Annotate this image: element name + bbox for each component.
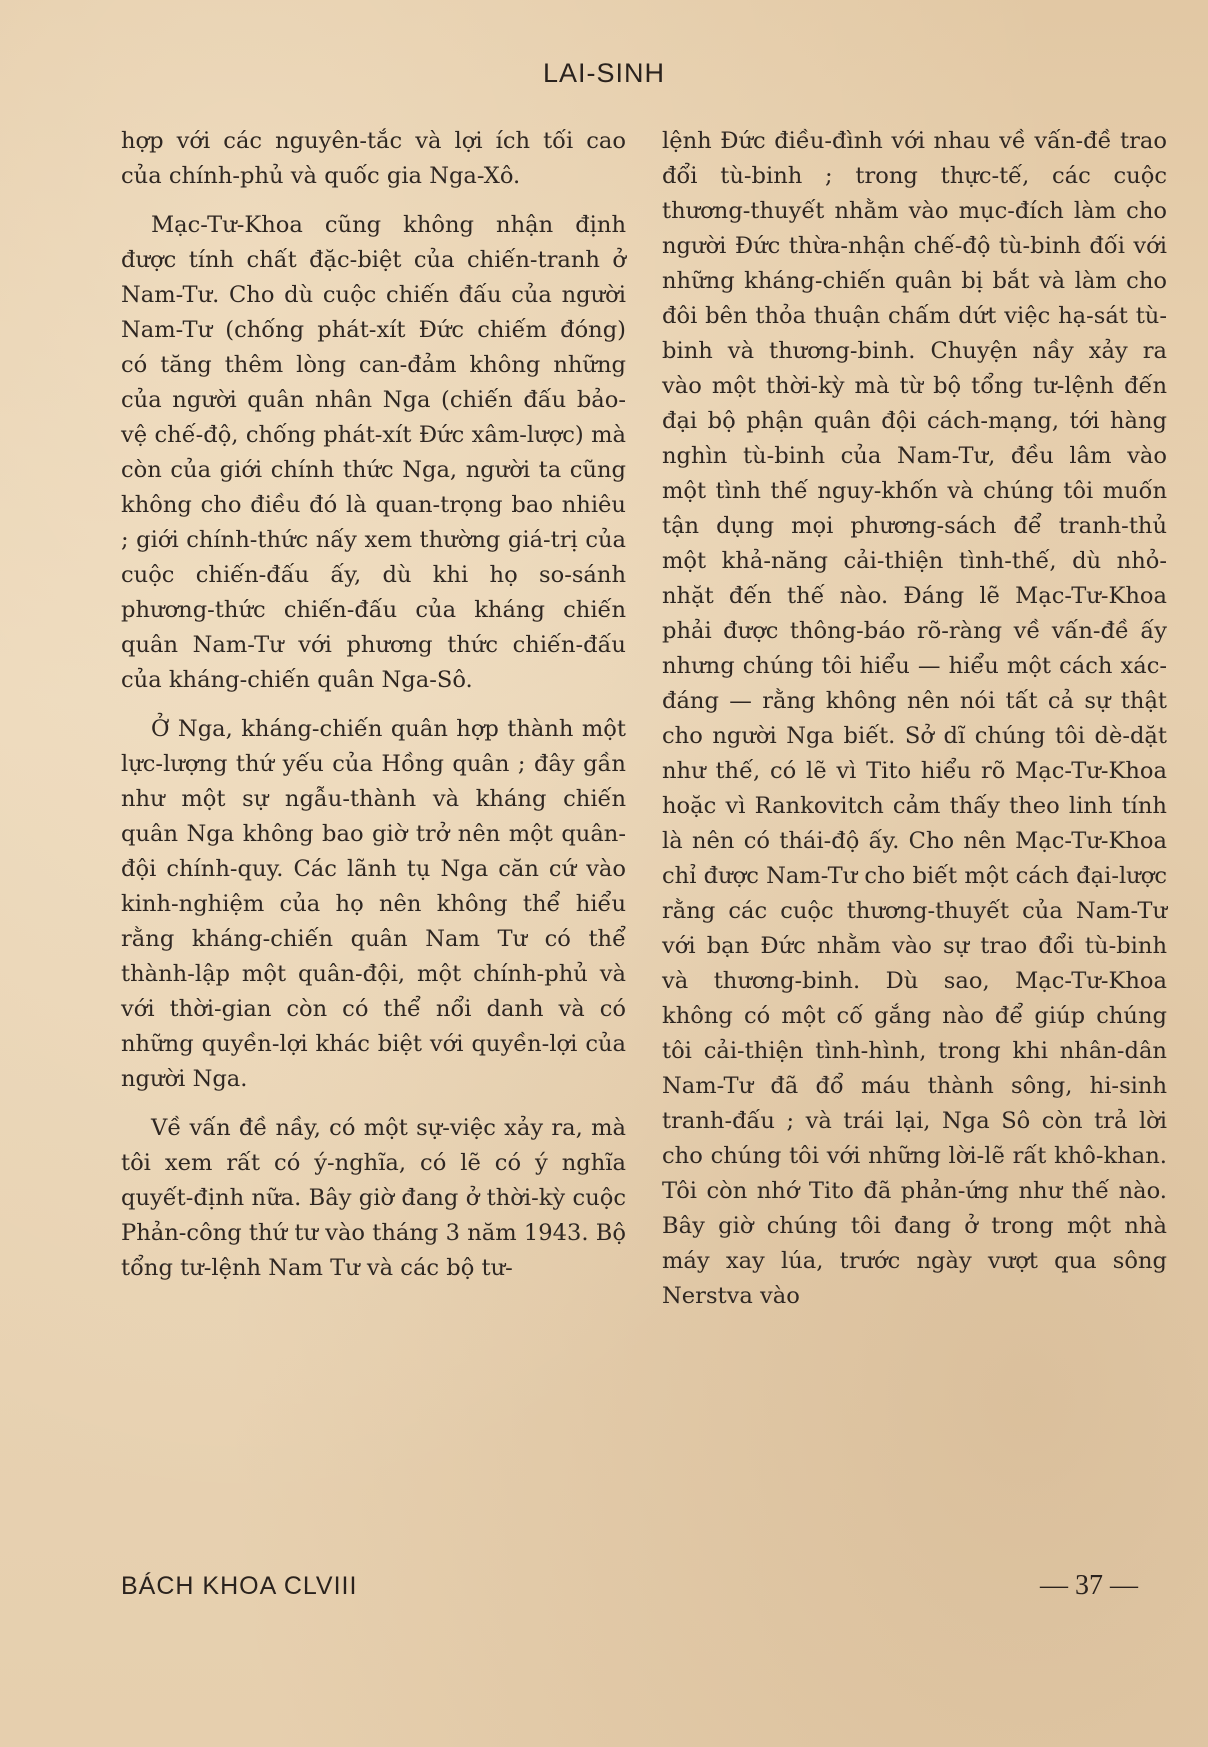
right-column (662, 124, 1167, 1314)
paragraph: Ở Nga, kháng-chiến quân hợp thành một lực-lượng thứ yếu của Hồng quân ; đây gần như một sự ngẫu-thành và kháng chiến quân Nga không bao giờ trở nên một quân-đội chính-quy. Các lãnh tụ Nga căn cứ vào kinh-nghiệm của họ nên không thể hiểu rằng kháng-chiến quân Nam Tư có thể thành-lập một quân-đội, một chính-phủ và với thời-gian còn có thể nổi danh và có những quyền-lợi khác biệt với quyền-lợi của người Nga. (121, 716, 626, 1092)
paragraph: Mạc-Tư-Khoa cũng không nhận định được tính chất đặc-biệt của chiến-tranh ở Nam-Tư. Cho dù cuộc chiến đấu của người Nam-Tư (chống phát-xít Đức chiếm đóng) có tăng thêm lòng can-đảm không những của người quân nhân Nga (chiến đấu bảo-vệ chế-độ, chống phát-xít Đức xâm-lược) mà còn của giới chính thức Nga, người ta cũng không cho điều đó là quan-trọng bao nhiêu ; giới chính-thức nấy xem thường giá-trị của cuộc chiến-đấu ấy, dù khi họ so-sánh phương-thức chiến-đấu của kháng chiến quân Nam-Tư với phương thức chiến-đấu của kháng-chiến quân Nga-Sô. (121, 212, 626, 693)
paragraph: hợp với các nguyên-tắc và lợi ích tối cao của chính-phủ và quốc gia Nga-Xô. (121, 128, 626, 189)
paragraph: lệnh Đức điều-đình với nhau về vấn-đề trao đổi tù-binh ; trong thực-tế, các cuộc thương-thuyết nhằm vào mục-đích làm cho người Đức thừa-nhận chế-độ tù-binh đối với những kháng-chiến quân bị bắt và làm cho đôi bên thỏa thuận chấm dứt việc hạ-sát tù-binh và thương-binh. Chuyện nầy xảy ra vào một thời-kỳ mà từ bộ tổng tư-lệnh đến đại bộ phận quân đội cách-mạng, tới hàng nghìn tù-binh của Nam-Tư, đều lâm vào một tình thế nguy-khốn và chúng tôi muốn tận dụng mọi phương-sách để tranh-thủ một khả-năng cải-thiện tình-thế, dù nhỏ-nhặt đến thế nào. Đáng lẽ Mạc-Tư-Khoa phải được thông-báo rõ-ràng về vấn-đề ấy nhưng chúng tôi hiểu — hiểu một cách xác-đáng — rằng không nên nói tất cả sự thật cho người Nga biết. Sở dĩ chúng tôi dè-dặt như thế, có lẽ vì Tito hiểu rõ Mạc-Tư-Khoa hoặc vì Rankovitch cảm thấy theo linh tính là nên có thái-độ ấy. Cho nên Mạc-Tư-Khoa chỉ được Nam-Tư cho biết một cách đại-lược rằng các cuộc thương-thuyết của Nam-Tư với bạn Đức nhằm vào sự trao đổi tù-binh và thương-binh. Dù sao, Mạc-Tư-Khoa không có một cố gắng nào để giúp chúng tôi cải-thiện tình-hình, trong khi nhân-dân Nam-Tư đã đổ máu thành sông, hi-sinh tranh-đấu ; và trái lại, Nga Sô còn trả lời cho chúng tôi với những lời-lẽ rất khô-khan. Tôi còn nhớ Tito đã phản-ứng như thế nào. Bây giờ chúng tôi đang ở trong một nhà máy xay lúa, trước ngày vượt qua sông Nerstva vào (662, 128, 1167, 1309)
page-number: — 37 — (1040, 1570, 1138, 1601)
paragraph: Về vấn đề nầy, có một sự-việc xảy ra, mà tôi xem rất có ý-nghĩa, có lẽ có ý nghĩa quyết-định nữa. Bây giờ đang ở thời-kỳ cuộc Phản-công thứ tư vào tháng 3 năm 1943. Bộ tổng tư-lệnh Nam Tư và các bộ tư- (121, 1115, 626, 1281)
left-column (121, 124, 626, 1286)
publication-footer: BÁCH KHOA CLVIII (121, 1572, 358, 1600)
running-title: LAI-SINH (542, 58, 666, 88)
